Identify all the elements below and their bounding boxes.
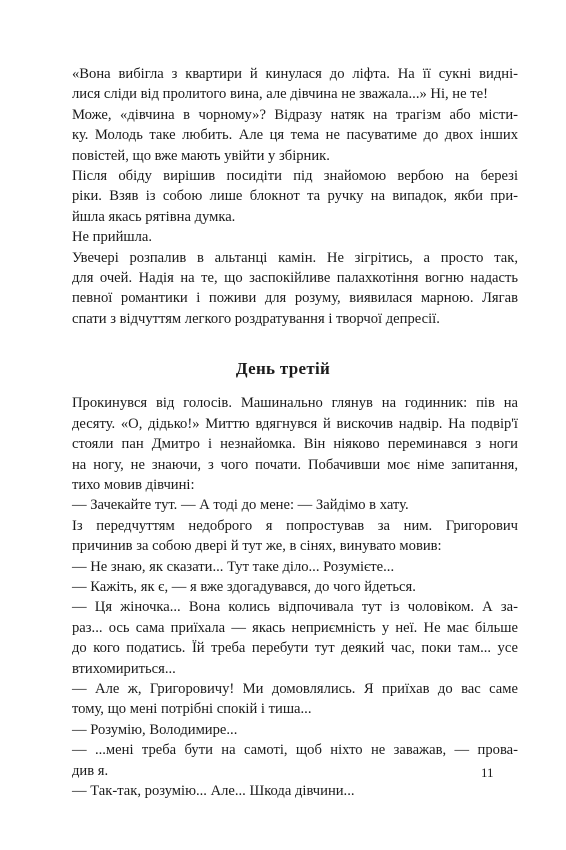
text-line: Увечері розпалив в альтанці камін. Не зігрітись, а просто так, [72,249,518,266]
text-line: тихо мовив дівчині: [72,476,195,493]
text-line: ку. Молодь таке любить. Але ця тема не пасуватиме до двох інших [72,127,518,144]
text-line: — ...мені треба бути на самоті, щоб ніхто не заважав, — прова- [72,742,518,759]
text-line: Може, «дівчина в чорному»? Відразу натяк на трагізм або місти- [72,106,518,123]
text-line: лися сліди від пролитого вина, але дівчина не зважала...» Ні, не те! [72,86,488,103]
text-line: певної романтики і поживи для розуму, виявилася марною. Лягав [72,290,518,307]
text-line: — Зачекайте тут. — А тоді до мене: — Зайдімо в хату. [72,497,409,514]
text-line: див я. [72,762,109,779]
paragraph [48,227,518,247]
text-line: Прокинувся від голосів. Машинально глянув на годинник: пів на [72,395,518,412]
book-page [48,64,518,801]
chapter-heading: День третій [235,359,331,379]
text-line: — Але ж, Григоровичу! Ми домовлялись. Я приїхав до вас саме [72,680,518,697]
paragraph [48,166,518,227]
text-line: — Ця жіночка... Вона колись відпочивала тут із чоловіком. А за- [72,599,518,616]
paragraph [48,495,518,515]
paragraph [48,577,518,597]
text-line: спати з відчуттям легкого роздратування і творчої депресії. [72,310,440,327]
text-line: стояли пан Дмитро і незнайомка. Він ніяково переминався з ноги [72,436,518,453]
paragraph [48,781,518,801]
paragraph [48,679,518,720]
paragraph [48,557,518,577]
text-line: на ногу, не знаючи, з чого почати. Побачивши моє німе запитання, [72,456,518,473]
paragraph [48,516,518,557]
text-line: Із передчуттям недоброго я попростував за ним. Григорович [72,517,518,534]
paragraph [48,248,518,330]
text-line: до кого податись. Їй треба перебути тут деякий час, поки там... усе [72,640,518,657]
text-line: повістей, що вже мають увійти у збірник. [72,147,330,164]
paragraph [48,393,518,495]
paragraph [48,597,518,679]
text-line: для очей. Надія на те, що заспокійливе палахкотіння вогню надасть [72,270,518,287]
paragraph [48,105,518,166]
text-line: ріки. Взяв із собою лише блокнот та ручку на випадок, якби при- [72,188,518,205]
text-line: «Вона вибігла з квартири й кинулася до ліфта. На її сукні видні- [72,66,518,82]
text-line: причинив за собою двері й тут же, в сінях, винувато мовив: [72,538,442,555]
text-line: — Не знаю, як сказати... Тут таке діло... Розумієте... [72,558,395,575]
text-line: раз... ось сама приїхала — якась неприємність у неї. Не має більше [72,619,518,636]
text-line: — Так-так, розумію... Але... Шкода дівчини... [72,783,355,799]
text-line: — Розумію, Володимире... [72,721,238,738]
text-line: Не прийшла. [72,229,153,246]
text-line: тому, що мені потрібні спокій і тиша... [72,701,312,718]
paragraph [48,740,518,781]
paragraph [48,64,518,105]
text-line: втихомириться... [72,660,176,677]
text-line: йшла якась рятівна думка. [72,208,236,225]
text-line: десяту. «О, дідько!» Миттю вдягнувся й вискочив надвір. На подвір'ї [72,415,518,432]
text-line: Після обіду вирішив посидіти під знайомою вербою на березі [72,168,518,185]
paragraph [48,720,518,740]
page-number: 11 [481,765,494,780]
text-line: — Кажіть, як є, — я вже здогадувався, до чого йдеться. [72,578,416,595]
